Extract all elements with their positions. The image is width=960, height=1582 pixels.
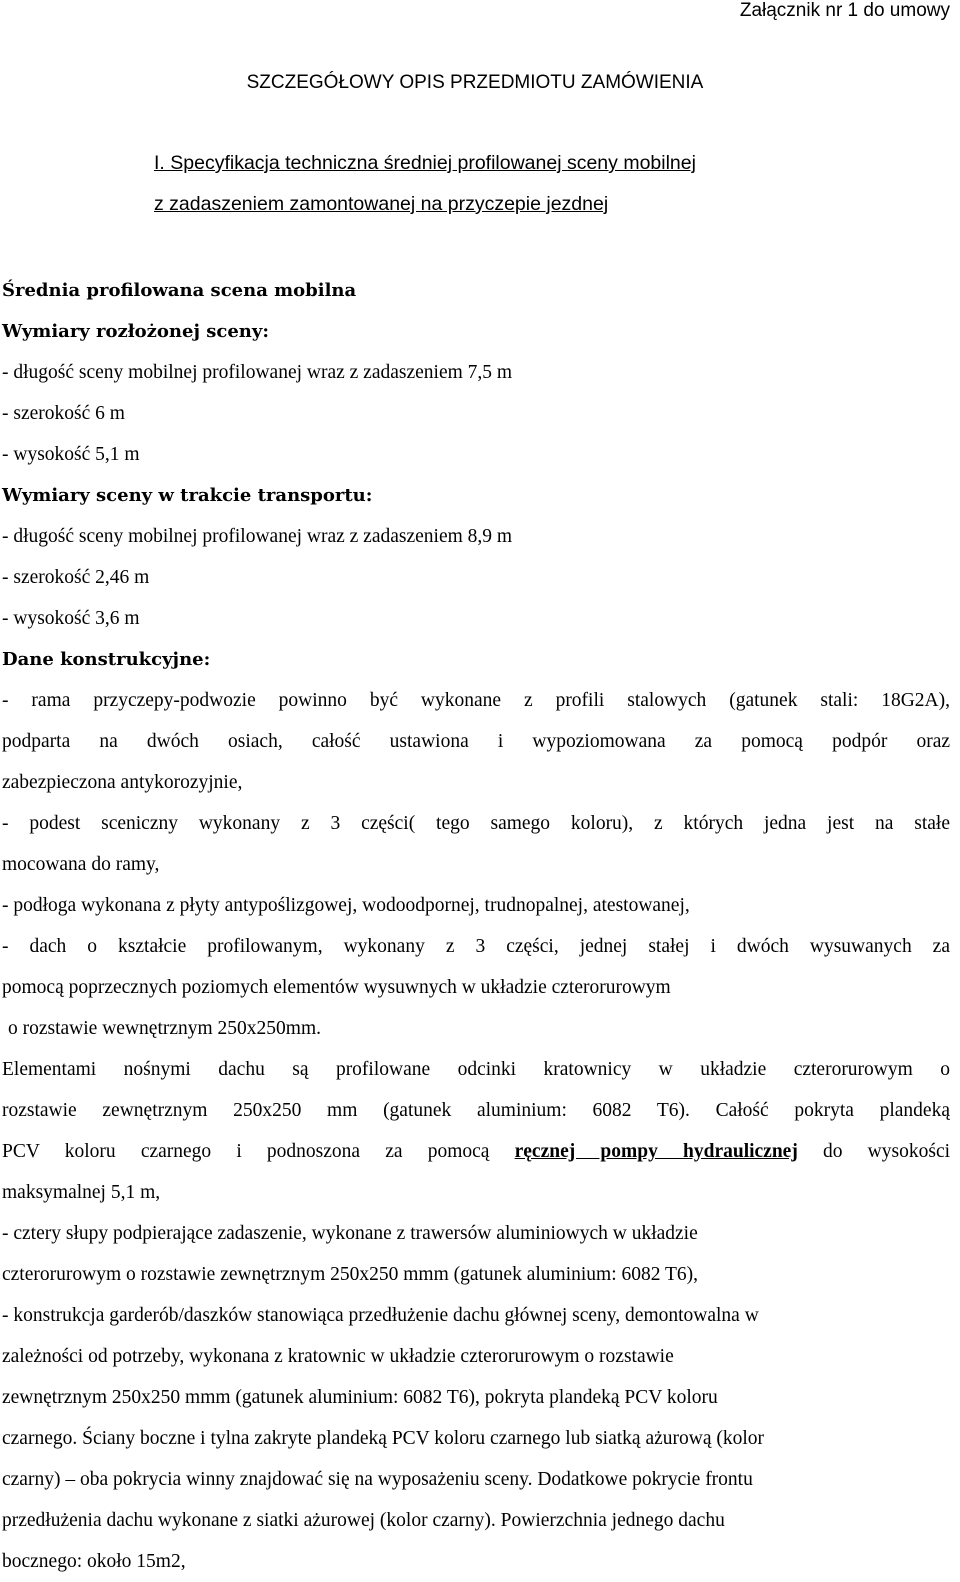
text-line: Elementami nośnymi dachu są profilowane odcinki kratownicy w układzie czterorurowym o: [2, 1059, 950, 1080]
text-line: - wysokość 5,1 m: [2, 444, 140, 465]
text-line: mocowana do ramy,: [2, 854, 160, 875]
document-body: [2, 270, 950, 1582]
section-heading: Dane konstrukcyjne:: [2, 649, 211, 670]
text-line: - długość sceny mobilnej profilowanej wraz z zadaszeniem 8,9 m: [2, 526, 513, 547]
text-line: - szerokość 2,46 m: [2, 567, 150, 588]
text-line: pomocą poprzecznych poziomych elementów wysuwnych w układzie czterorurowym: [2, 977, 671, 998]
text-line: zabezpieczona antykorozyjnie,: [2, 772, 243, 793]
spec-heading-line-1: I. Specyfikacja techniczna średniej profilowanej sceny mobilnej: [154, 152, 696, 174]
text-line: - długość sceny mobilnej profilowanej wraz z zadaszeniem 7,5 m: [2, 362, 513, 383]
text-line: - konstrukcja garderób/daszków stanowiąca przedłużenie dachu głównej sceny, demontowalna w: [2, 1305, 759, 1326]
section-heading: Średnia profilowana scena mobilna: [2, 280, 357, 301]
text-line: - dach o kształcie profilowanym, wykonany z 3 części, jednej stałej i dwóch wysuwanych za: [2, 936, 950, 957]
text-line: czterorurowym o rozstawie zewnętrznym 250x250 mmm (gatunek aluminium: 6082 T6),: [2, 1264, 699, 1285]
text-line: - wysokość 3,6 m: [2, 608, 140, 629]
text-line: czarny) – oba pokrycia winny znajdować się na wyposażeniu sceny. Dodatkowe pokrycie frontu: [2, 1469, 753, 1490]
text-line: podparta na dwóch osiach, całość ustawiona i wypoziomowana za pomocą podpór oraz: [2, 731, 950, 752]
text-line: maksymalnej 5,1 m,: [2, 1182, 161, 1203]
section-heading: Wymiary rozłożonej sceny:: [2, 321, 269, 342]
text-segment: do wysokości: [823, 1141, 950, 1162]
text-line: czarnego. Ściany boczne i tylna zakryte plandeką PCV koloru czarnego lub siatką ażurową (kolor: [2, 1428, 765, 1449]
text-line: zewnętrznym 250x250 mmm (gatunek aluminium: 6082 T6), pokryta plandeką PCV koloru: [2, 1387, 718, 1408]
text-line: [2, 1131, 950, 1172]
text-line: przedłużenia dachu wykonane z siatki ażurowej (kolor czarny). Powierzchnia jednego dachu: [2, 1510, 725, 1531]
text-line: - cztery słupy podpierające zadaszenie, wykonane z trawersów aluminiowych w układzie: [2, 1223, 698, 1244]
text-line: zależności od potrzeby, wykonana z kratownic w układzie czterorurowym o rozstawie: [2, 1346, 674, 1367]
section-heading: Wymiary sceny w trakcie transportu:: [2, 485, 373, 506]
text-line: o rozstawie wewnętrznym 250x250mm.: [8, 1018, 322, 1039]
text-line: - podłoga wykonana z płyty antypoślizgowej, wodoodpornej, trudnopalnej, atestowanej,: [2, 895, 690, 916]
text-line: - szerokość 6 m: [2, 403, 125, 424]
spec-heading-line-2: z zadaszeniem zamontowanej na przyczepie jezdnej: [154, 193, 609, 215]
underlined-phrase: ręcznej pompy hydraulicznej: [514, 1141, 798, 1162]
document-title: SZCZEGÓŁOWY OPIS PRZEDMIOTU ZAMÓWIENIA: [246, 72, 704, 93]
annex-label: Załącznik nr 1 do umowy: [739, 0, 950, 21]
text-segment: PCV koloru czarnego i podnoszona za pomocą: [2, 1141, 490, 1162]
text-line: bocznego: około 15m2,: [2, 1551, 186, 1572]
text-line: - rama przyczepy-podwozie powinno być wykonane z profili stalowych (gatunek stali: 18G2A),: [2, 690, 950, 711]
text-line: - podest sceniczny wykonany z 3 części( tego samego koloru), z których jedna jest na stałe: [2, 813, 950, 834]
text-line: rozstawie zewnętrznym 250x250 mm (gatunek aluminium: 6082 T6). Całość pokryta plandeką: [2, 1100, 950, 1121]
